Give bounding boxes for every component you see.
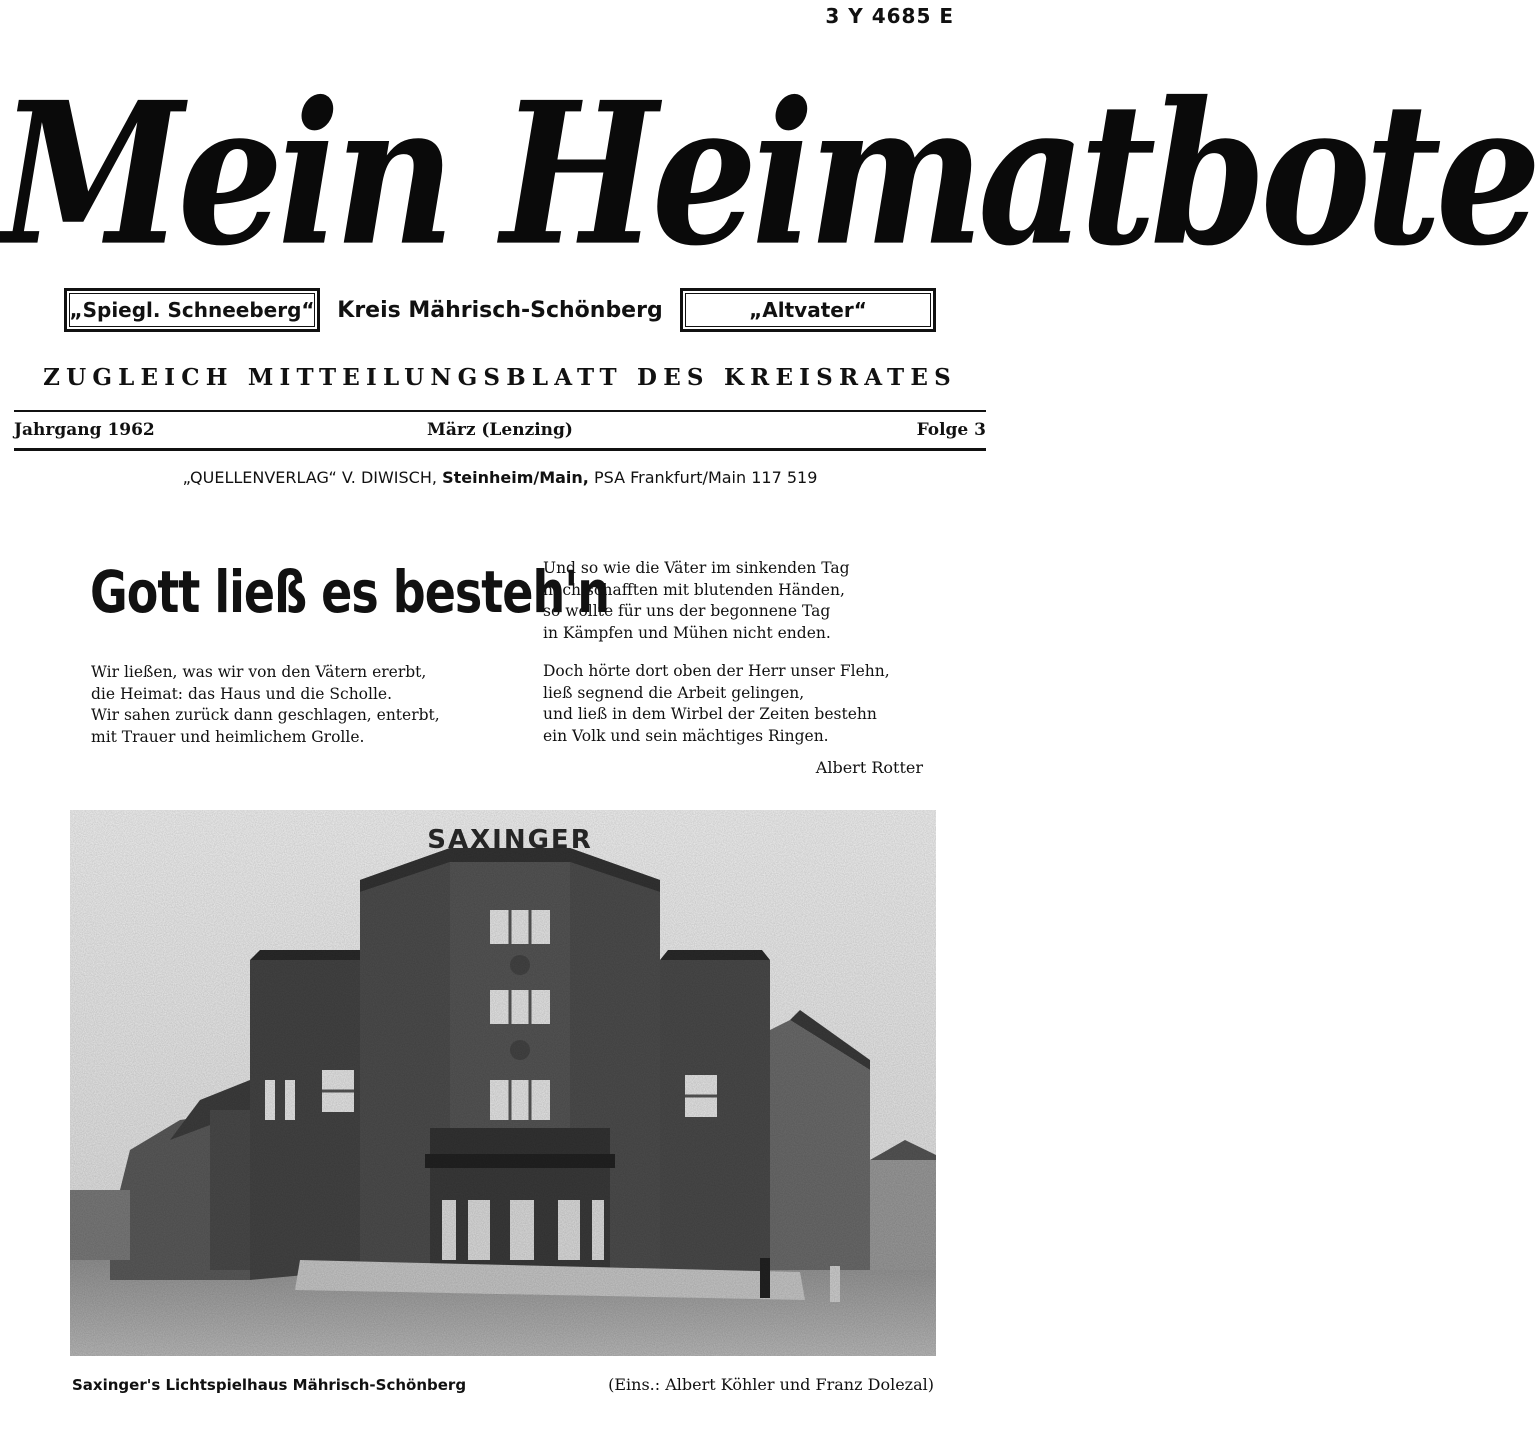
poem-line: und ließ in dem Wirbel der Zeiten bestehn — [543, 705, 877, 723]
info-month: März (Lenzing) — [427, 420, 573, 440]
divider-bottom — [14, 448, 986, 451]
poem-line: in Kämpfen und Mühen nicht enden. — [543, 623, 831, 642]
poem-line: Doch hörte dort oben der Herr unser Flehn, — [543, 662, 890, 680]
poem-line: die Heimat: das Haus und die Scholle. — [91, 684, 393, 703]
district-name: Kreis Mährisch-Schönberg — [337, 298, 663, 323]
info-year: Jahrgang 1962 — [14, 420, 155, 440]
registration-number: 3 Y 4685 E — [825, 4, 954, 28]
publisher-place: Steinheim/Main, — [442, 468, 589, 487]
district-box-right: „Altvater“ — [680, 288, 936, 332]
publisher-name: „QUELLENVERLAG“ V. DIWISCH, — [182, 468, 437, 487]
masthead-title: Mein Heimatbote — [0, 59, 1535, 290]
subtitle: ZUGLEICH MITTEILUNGSBLATT DES KREISRATES — [43, 364, 957, 391]
poem-line: so wollte für uns der begonnene Tag — [543, 602, 831, 620]
poem-stanza — [91, 662, 440, 748]
poem-stanza — [543, 558, 850, 644]
poem-line: Wir sahen zurück dann geschlagen, enterbt, — [91, 706, 440, 724]
district-box-left: „Spiegl. Schneeberg“ — [64, 288, 320, 332]
info-issue: Folge 3 — [916, 420, 986, 440]
poem-line: mit Trauer und heimlichem Grolle. — [91, 727, 365, 746]
cinema-sign: SAXINGER — [427, 825, 593, 855]
poem-line: Wir ließen, was wir von den Vätern ererbt, — [91, 663, 427, 681]
poem-line: noch schafften mit blutenden Händen, — [543, 580, 845, 599]
poem-line: ließ segnend die Arbeit gelingen, — [543, 683, 805, 702]
divider-top — [14, 410, 986, 412]
publisher-line — [0, 468, 1000, 487]
cinema-photo — [70, 810, 936, 1356]
poem-stanza — [543, 661, 890, 747]
poem-line: Und so wie die Väter im sinkenden Tag — [543, 559, 850, 577]
poem-author: Albert Rotter — [815, 758, 923, 777]
photo-credit: (Eins.: Albert Köhler und Franz Dolezal) — [608, 1375, 934, 1394]
poem-line: ein Volk und sein mächtiges Ringen. — [543, 726, 829, 745]
photo-caption: Saxinger's Lichtspielhaus Mährisch-Schönberg — [72, 1376, 467, 1394]
publisher-account: PSA Frankfurt/Main 117 519 — [593, 468, 818, 487]
poem-title: Gott ließ es besteh'n — [90, 558, 610, 626]
